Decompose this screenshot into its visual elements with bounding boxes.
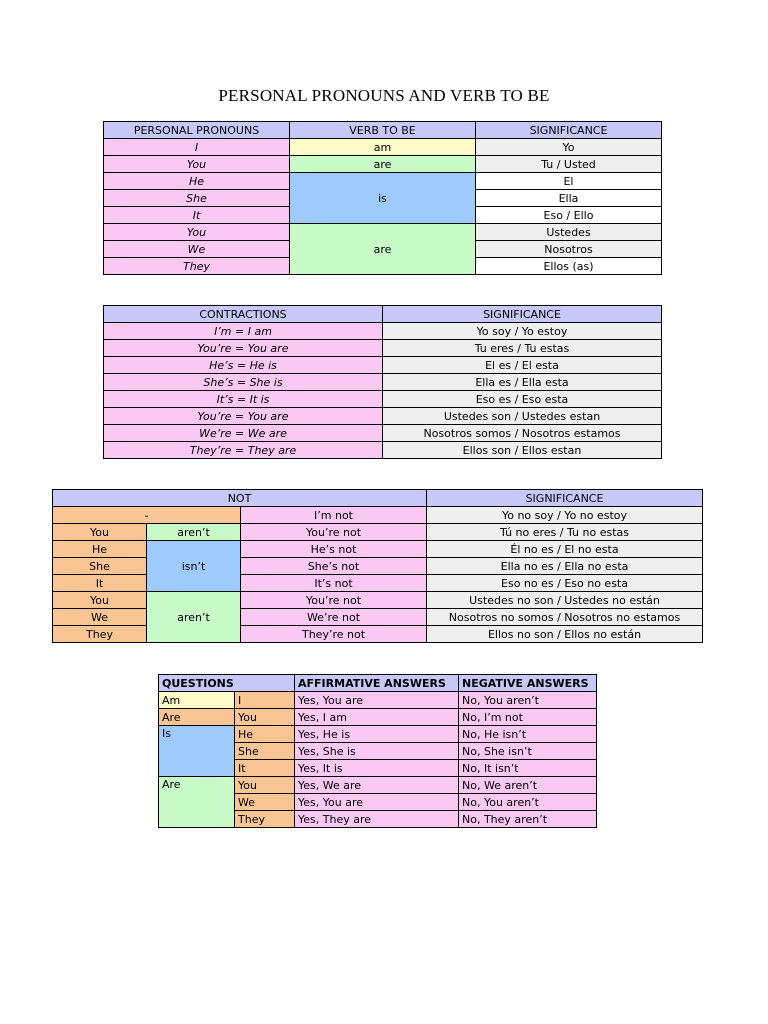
table-row bbox=[104, 425, 662, 442]
affirmative-cell: Yes, I am bbox=[295, 709, 459, 726]
pronoun-cell: They bbox=[104, 258, 290, 275]
significance-cell: Ella es / Ella esta bbox=[383, 374, 662, 391]
verb-cell: is bbox=[290, 173, 476, 224]
significance-cell: Ellos son / Ellos estan bbox=[383, 442, 662, 459]
negative-cell: No, He isn’t bbox=[459, 726, 597, 743]
negative-cell: No, I’m not bbox=[459, 709, 597, 726]
significance-cell: Él no es / El no esta bbox=[427, 541, 703, 558]
contraction-cell: She’s = She is bbox=[104, 374, 383, 391]
negative-cell: No, She isn’t bbox=[459, 743, 597, 760]
table-row bbox=[104, 408, 662, 425]
header-cell: NOT bbox=[53, 490, 427, 507]
significance-cell: Eso no es / Eso no esta bbox=[427, 575, 703, 592]
negative-table bbox=[52, 489, 703, 643]
table-row bbox=[159, 726, 597, 743]
pronoun-cell: We bbox=[53, 609, 147, 626]
table-row bbox=[104, 156, 662, 173]
contraction-cell: It’s = It is bbox=[104, 391, 383, 408]
pronoun-cell: You bbox=[53, 592, 147, 609]
contractions-table bbox=[103, 305, 662, 459]
table-row bbox=[159, 709, 597, 726]
verb-cell: aren’t bbox=[147, 524, 241, 541]
significance-cell: Tu eres / Tu estas bbox=[383, 340, 662, 357]
table-row bbox=[53, 507, 703, 524]
question-verb-cell: Am bbox=[159, 692, 235, 709]
header-cell: QUESTIONS bbox=[159, 675, 295, 692]
table-header-row bbox=[104, 306, 662, 323]
significance-cell: El es / El esta bbox=[383, 357, 662, 374]
significance-cell: Ellos (as) bbox=[476, 258, 662, 275]
significance-cell: Ella no es / Ella no esta bbox=[427, 558, 703, 575]
pronoun-cell: You bbox=[104, 156, 290, 173]
header-cell: SIGNIFICANCE bbox=[383, 306, 662, 323]
affirmative-cell: Yes, He is bbox=[295, 726, 459, 743]
pronoun-cell: It bbox=[235, 760, 295, 777]
pronoun-cell: They bbox=[235, 811, 295, 828]
pronoun-cell: I bbox=[235, 692, 295, 709]
pronoun-cell: She bbox=[104, 190, 290, 207]
table-row bbox=[104, 139, 662, 156]
question-verb-cell: Is bbox=[159, 726, 235, 777]
contraction-cell: We’re = We are bbox=[104, 425, 383, 442]
table-row bbox=[104, 173, 662, 190]
significance-cell: Nosotros no somos / Nosotros no estamos bbox=[427, 609, 703, 626]
significance-cell: Tú no eres / Tu no estas bbox=[427, 524, 703, 541]
affirmative-cell: Yes, It is bbox=[295, 760, 459, 777]
table-header-row bbox=[159, 675, 597, 692]
pronoun-cell: He bbox=[104, 173, 290, 190]
verb-cell: aren’t bbox=[147, 592, 241, 643]
pronoun-cell: It bbox=[53, 575, 147, 592]
dash-cell: - bbox=[53, 507, 241, 524]
negative-cell: No, We aren’t bbox=[459, 777, 597, 794]
header-cell: CONTRACTIONS bbox=[104, 306, 383, 323]
contraction-cell: They’re not bbox=[241, 626, 427, 643]
significance-cell: Yo soy / Yo estoy bbox=[383, 323, 662, 340]
header-cell: VERB TO BE bbox=[290, 122, 476, 139]
contraction-cell: He’s not bbox=[241, 541, 427, 558]
affirmative-cell: Yes, They are bbox=[295, 811, 459, 828]
affirmative-cell: Yes, You are bbox=[295, 692, 459, 709]
pronoun-cell: You bbox=[235, 709, 295, 726]
pronoun-cell: I bbox=[104, 139, 290, 156]
significance-cell: Nosotros bbox=[476, 241, 662, 258]
negative-cell: No, You aren’t bbox=[459, 794, 597, 811]
contraction-cell: You’re = You are bbox=[104, 408, 383, 425]
pronoun-cell: She bbox=[53, 558, 147, 575]
pronoun-cell: We bbox=[104, 241, 290, 258]
contraction-cell: We’re not bbox=[241, 609, 427, 626]
table-row bbox=[104, 374, 662, 391]
affirmative-cell: Yes, We are bbox=[295, 777, 459, 794]
pronoun-cell: You bbox=[104, 224, 290, 241]
table-row bbox=[104, 323, 662, 340]
contraction-cell: They’re = They are bbox=[104, 442, 383, 459]
table-row bbox=[53, 524, 703, 541]
negative-cell: No, They aren’t bbox=[459, 811, 597, 828]
verb-cell: are bbox=[290, 156, 476, 173]
pronoun-cell: They bbox=[53, 626, 147, 643]
verb-cell: are bbox=[290, 224, 476, 275]
significance-cell: Yo bbox=[476, 139, 662, 156]
header-cell: SIGNIFICANCE bbox=[427, 490, 703, 507]
pronoun-cell: It bbox=[104, 207, 290, 224]
page-title: PERSONAL PRONOUNS AND VERB TO BE bbox=[218, 86, 550, 105]
personal-pronouns-table bbox=[103, 121, 662, 275]
significance-cell: Eso / Ello bbox=[476, 207, 662, 224]
contraction-cell: You’re not bbox=[241, 592, 427, 609]
pronoun-cell: He bbox=[53, 541, 147, 558]
contraction-cell: He’s = He is bbox=[104, 357, 383, 374]
significance-cell: Nosotros somos / Nosotros estamos bbox=[383, 425, 662, 442]
affirmative-cell: Yes, You are bbox=[295, 794, 459, 811]
contraction-cell: She’s not bbox=[241, 558, 427, 575]
significance-cell: Ustedes bbox=[476, 224, 662, 241]
verb-cell: isn’t bbox=[147, 541, 241, 592]
header-cell: AFFIRMATIVE ANSWERS bbox=[295, 675, 459, 692]
header-cell: PERSONAL PRONOUNS bbox=[104, 122, 290, 139]
table-row bbox=[104, 340, 662, 357]
significance-cell: Eso es / Eso esta bbox=[383, 391, 662, 408]
table-row bbox=[104, 391, 662, 408]
question-verb-cell: Are bbox=[159, 709, 235, 726]
table-row bbox=[159, 777, 597, 794]
table-header-row bbox=[104, 122, 662, 139]
negative-cell: No, You aren’t bbox=[459, 692, 597, 709]
significance-cell: Tu / Usted bbox=[476, 156, 662, 173]
pronoun-cell: She bbox=[235, 743, 295, 760]
question-verb-cell: Are bbox=[159, 777, 235, 828]
table-header-row bbox=[53, 490, 703, 507]
pronoun-cell: You bbox=[235, 777, 295, 794]
table-row bbox=[104, 224, 662, 241]
header-cell: NEGATIVE ANSWERS bbox=[459, 675, 597, 692]
pronoun-cell: He bbox=[235, 726, 295, 743]
contraction-cell: You’re = You are bbox=[104, 340, 383, 357]
pronoun-cell: You bbox=[53, 524, 147, 541]
significance-cell: Ustedes son / Ustedes estan bbox=[383, 408, 662, 425]
pronoun-cell: We bbox=[235, 794, 295, 811]
contraction-cell: I’m = I am bbox=[104, 323, 383, 340]
significance-cell: Yo no soy / Yo no estoy bbox=[427, 507, 703, 524]
table-row bbox=[53, 592, 703, 609]
table-row bbox=[104, 442, 662, 459]
significance-cell: Ustedes no son / Ustedes no están bbox=[427, 592, 703, 609]
affirmative-cell: Yes, She is bbox=[295, 743, 459, 760]
questions-table bbox=[158, 674, 597, 828]
significance-cell: Ella bbox=[476, 190, 662, 207]
header-cell: SIGNIFICANCE bbox=[476, 122, 662, 139]
significance-cell: Ellos no son / Ellos no están bbox=[427, 626, 703, 643]
table-row bbox=[159, 692, 597, 709]
contraction-cell: I’m not bbox=[241, 507, 427, 524]
table-row bbox=[104, 357, 662, 374]
contraction-cell: It’s not bbox=[241, 575, 427, 592]
verb-cell: am bbox=[290, 139, 476, 156]
contraction-cell: You’re not bbox=[241, 524, 427, 541]
significance-cell: El bbox=[476, 173, 662, 190]
table-row bbox=[53, 541, 703, 558]
negative-cell: No, It isn’t bbox=[459, 760, 597, 777]
